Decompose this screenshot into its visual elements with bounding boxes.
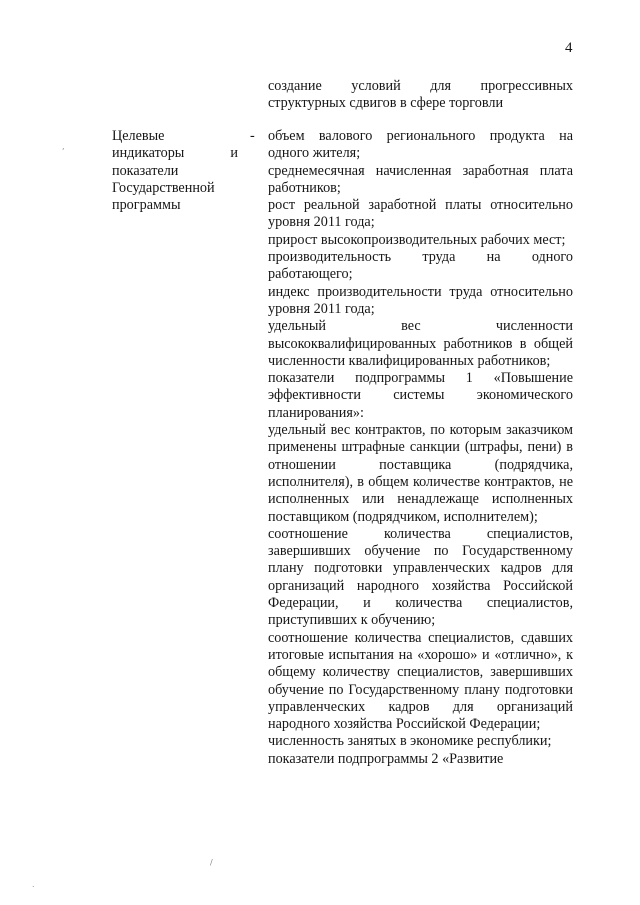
indicator-item: рост реальной заработной платы относительно уровня 2011 года; xyxy=(268,197,573,231)
indicator-item: объем валового регионального продукта на одного жителя; xyxy=(268,128,573,162)
indicator-item: индекс производительности труда относительно уровня 2011 года; xyxy=(268,283,573,317)
page-number: 4 xyxy=(565,40,573,56)
scan-speck: / xyxy=(210,858,213,867)
indicator-item: соотношение количества специалистов, сдавших итоговые испытания на «хорошо» и «отлично», к общему количеству специалистов, завершивших обучение по Государственному плану подготовки управленческих кадров для организаций народного хозяйства Российской Федерации; xyxy=(268,629,573,733)
scan-speck: , xyxy=(62,142,65,151)
indicator-item: соотношение количества специалистов, завершивших обучение по Государственному плану подготовки управленческих кадров для организаций народного хозяйства Российской Федерации, и количества специалистов, приступивших к обучению; xyxy=(268,525,573,629)
indicator-item: показатели подпрограммы 2 «Развитие xyxy=(268,750,504,767)
indicator-list xyxy=(268,128,573,768)
intro-text: создание условий для прогрессивных структурных сдвигов в сфере торговли xyxy=(268,78,573,112)
row-label: Целевые индикаторы и показатели Государственной программы xyxy=(112,128,238,214)
indicator-item: удельный вес численности высококвалифицированных работников в общей численности квалифицированных работников; xyxy=(268,318,573,369)
indicator-item: численность занятых в экономике республики; xyxy=(268,733,552,750)
indicator-item: прирост высокопроизводительных рабочих мест; xyxy=(268,231,566,248)
indicator-item: среднемесячная начисленная заработная плата работников; xyxy=(268,162,573,196)
label-dash: - xyxy=(250,128,255,144)
scan-speck: . xyxy=(32,880,35,889)
indicator-item: производительность труда на одного работающего; xyxy=(268,249,573,283)
indicator-item: показатели подпрограммы 1 «Повышение эффективности системы экономического планирования»: xyxy=(268,370,573,421)
indicator-item: удельный вес контрактов, по которым заказчиком применены штрафные санкции (штрафы, пени) в отношении поставщика (подрядчика, исполнителя), в общем количестве контрактов, не исполненных или ненадлежаще исполненных поставщиком (подрядчиком, исполнителем); xyxy=(268,422,573,525)
